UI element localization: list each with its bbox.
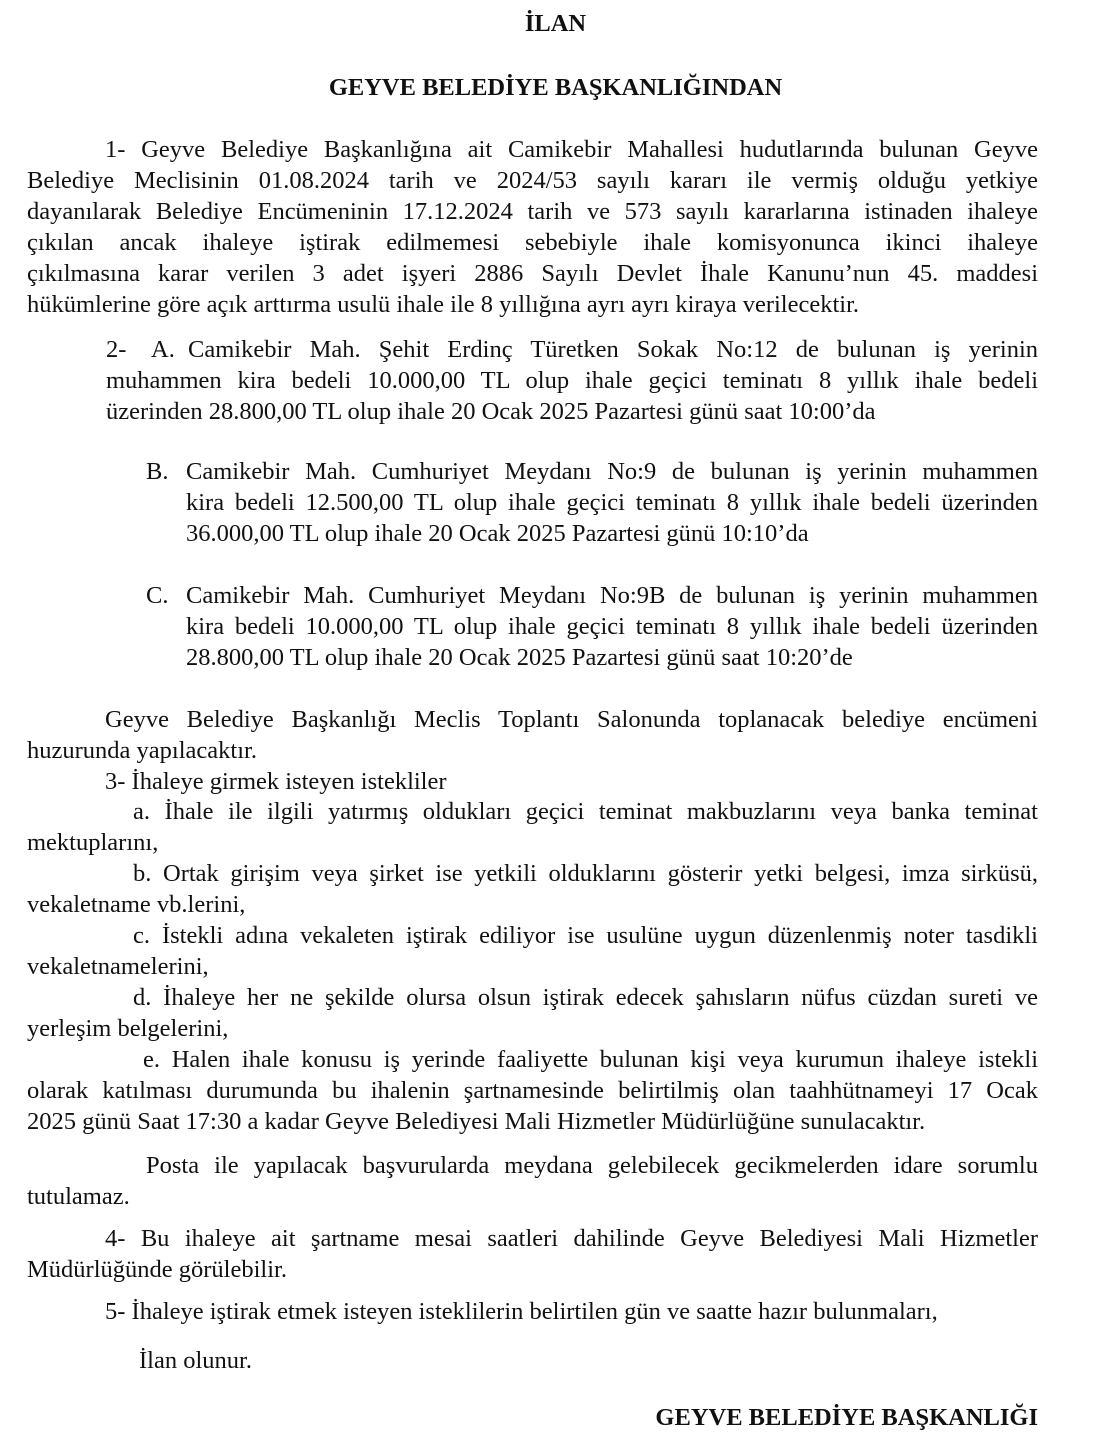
- postal-notice: [27, 1150, 1038, 1212]
- closing-line: İlan olunur.: [139, 1347, 252, 1374]
- postal-notice-line: Posta ile yapılacak başvurularda meydana gelebilecek gecikmelerden idare sorumlu: [146, 1152, 1038, 1179]
- requirement-e-line: e. Halen ihale konusu iş yerinde faaliyette bulunan kişi veya kurumun ihaleye istekli: [143, 1046, 1038, 1073]
- requirement-b-line: b. Ortak girişim veya şirket ise yetkili olduklarını gösterir yetki belgesi, imza sirküsü,: [133, 860, 1038, 887]
- venue-paragraph: [27, 704, 1038, 766]
- requirement-b-line: vekaletname vb.lerini,: [27, 891, 246, 918]
- item-a-line: Camikebir Mah. Şehit Erdinç Türetken Sokak No:12 de bulunan iş yerinin: [188, 336, 1038, 363]
- requirement-d-line: yerleşim belgelerini,: [27, 1015, 229, 1042]
- issuer-heading: GEYVE BELEDİYE BAŞKANLIĞINDAN: [328, 74, 783, 101]
- requirement-c-line: c. İstekli adına vekaleten iştirak ediliyor ise usulüne uygun düzenlenmiş noter tasdikli: [133, 922, 1038, 949]
- item-a-line: muhammen kira bedeli 10.000,00 TL olup ihale geçici teminatı 8 yıllık ihale bedeli: [106, 367, 1038, 394]
- paragraph-5: 5- İhaleye iştirak etmek isteyen isteklilerin belirtilen gün ve saatte hazır bulunmaları,: [105, 1298, 938, 1325]
- requirement-a-line: mektuplarını,: [27, 829, 159, 856]
- paragraph-1-line: çıkılan ancak ihaleye iştirak edilmemesi sebebiyle ihale komisyonunca ikinci ihaleye: [27, 229, 1038, 256]
- paragraph-1-line: 1- Geyve Belediye Başkanlığına ait Camikebir Mahallesi hudutlarında bulunan Geyve: [105, 136, 1038, 163]
- paragraph-1-line: dayanılarak Belediye Encümeninin 17.12.2024 tarih ve 573 sayılı kararlarına istinaden ihaleye: [27, 198, 1038, 225]
- item-a-line: üzerinden 28.800,00 TL olup ihale 20 Ocak 2025 Pazartesi günü saat 10:00’da: [106, 398, 876, 425]
- item-b-line: Camikebir Mah. Cumhuriyet Meydanı No:9 de bulunan iş yerinin muhammen: [186, 458, 1038, 485]
- requirement-b: [27, 858, 1038, 920]
- item-c-line: Camikebir Mah. Cumhuriyet Meydanı No:9B de bulunan iş yerinin muhammen: [186, 582, 1038, 609]
- announcement-heading: İLAN: [524, 10, 587, 37]
- paragraph-1-line: hükümlerine göre açık arttırma usulü ihale ile 8 yıllığına ayrı ayrı kiraya verilecektir.: [27, 291, 860, 318]
- requirement-a-line: a. İhale ile ilgili yatırmış oldukları geçici teminat makbuzlarını veya banka teminat: [133, 798, 1038, 825]
- item-c-line: 28.800,00 TL olup ihale 20 Ocak 2025 Pazartesi günü saat 10:20’de: [186, 644, 853, 671]
- paragraph-4-line: 4- Bu ihaleye ait şartname mesai saatleri dahilinde Geyve Belediyesi Mali Hizmetler: [105, 1225, 1038, 1252]
- paragraph-1-line: Belediye Meclisinin 01.08.2024 tarih ve 2024/53 sayılı kararı ile vermiş olduğu yetkiye: [27, 167, 1038, 194]
- paragraph-1-line: çıkılmasına karar verilen 3 adet işyeri 2886 Sayılı Devlet İhale Kanunu’nun 45. maddesi: [27, 260, 1038, 287]
- item-a-text: [106, 334, 1038, 427]
- venue-line: huzurunda yapılacaktır.: [27, 737, 257, 764]
- item-b-line: kira bedeli 12.500,00 TL olup ihale geçici teminatı 8 yıllık ihale bedeli üzerinden: [186, 489, 1038, 516]
- requirement-d: [27, 982, 1038, 1044]
- requirement-e-line: 2025 günü Saat 17:30 a kadar Geyve Belediyesi Mali Hizmetler Müdürlüğüne sunulacaktır.: [27, 1108, 926, 1135]
- item-a-letter: A.: [151, 336, 175, 363]
- item-c-text: [186, 580, 1038, 673]
- requirement-d-line: d. İhaleye her ne şekilde olursa olsun iştirak edecek şahısların nüfus cüzdan sureti ve: [133, 984, 1038, 1011]
- paragraph-4-line: Müdürlüğünde görülebilir.: [27, 1256, 287, 1283]
- item-c-line: kira bedeli 10.000,00 TL olup ihale geçici teminatı 8 yıllık ihale bedeli üzerinden: [186, 613, 1038, 640]
- item-b-text: [186, 456, 1038, 549]
- paragraph-3-title: 3- İhaleye girmek isteyen istekliler: [105, 768, 447, 795]
- requirement-c-line: vekaletnamelerini,: [27, 953, 209, 980]
- requirement-e-line: olarak katılması durumunda bu ihalenin şartnamesinde belirtilmiş olan taahhütnameyi 17 Ocak: [27, 1077, 1038, 1104]
- paragraph-4: [27, 1223, 1038, 1285]
- requirement-a: [27, 796, 1038, 858]
- signature: GEYVE BELEDİYE BAŞKANLIĞI: [655, 1404, 1038, 1431]
- paragraph-2-number: 2-: [106, 336, 127, 363]
- venue-line: Geyve Belediye Başkanlığı Meclis Toplantı Salonunda toplanacak belediye encümeni: [105, 706, 1038, 733]
- item-b-line: 36.000,00 TL olup ihale 20 Ocak 2025 Pazartesi günü 10:10’da: [186, 520, 809, 547]
- postal-notice-line: tutulamaz.: [27, 1183, 130, 1210]
- requirement-e: [27, 1044, 1038, 1137]
- item-c-letter: C.: [146, 582, 169, 609]
- paragraph-1: [27, 134, 1038, 320]
- item-b-letter: B.: [146, 458, 169, 485]
- requirement-c: [27, 920, 1038, 982]
